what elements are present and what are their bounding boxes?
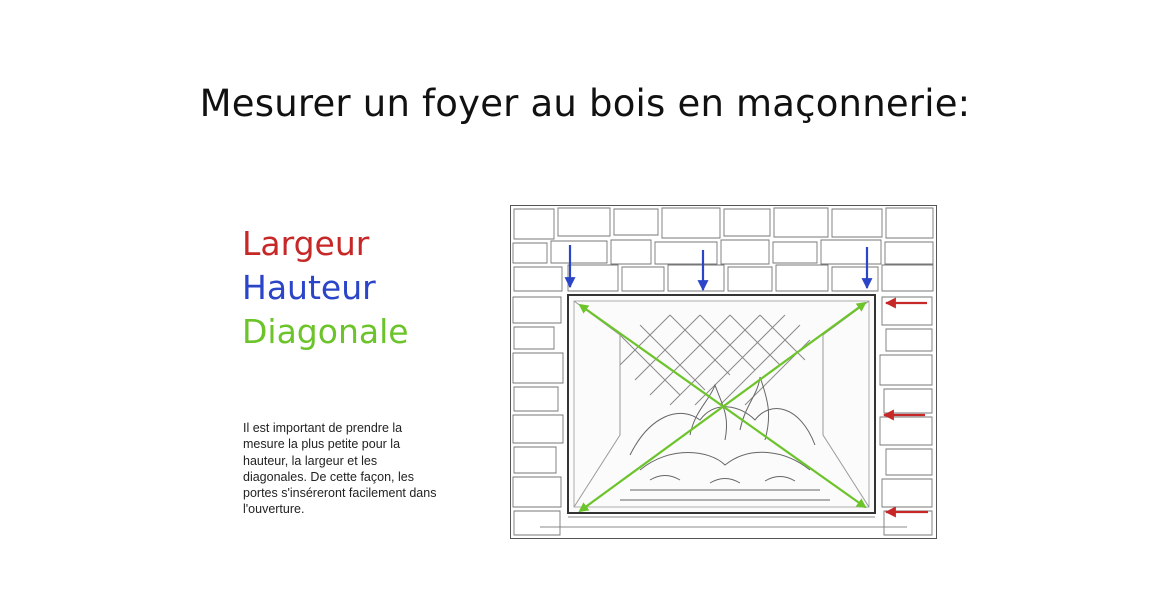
legend-largeur: Largeur bbox=[242, 224, 370, 263]
page-title: Mesurer un foyer au bois en maçonnerie: bbox=[199, 82, 971, 125]
legend-hauteur: Hauteur bbox=[242, 268, 376, 307]
legend-diagonale: Diagonale bbox=[242, 312, 409, 351]
instruction-note: Il est important de prendre la mesure la plus petite pour la hauteur, la largeur et les diagonales. De cette façon, les portes s'inséreront facilement dans l'ouverture. bbox=[243, 421, 437, 517]
fireplace-diagram bbox=[510, 205, 937, 539]
fireplace-sketch-icon bbox=[510, 205, 937, 539]
measurement-legend bbox=[242, 222, 409, 354]
